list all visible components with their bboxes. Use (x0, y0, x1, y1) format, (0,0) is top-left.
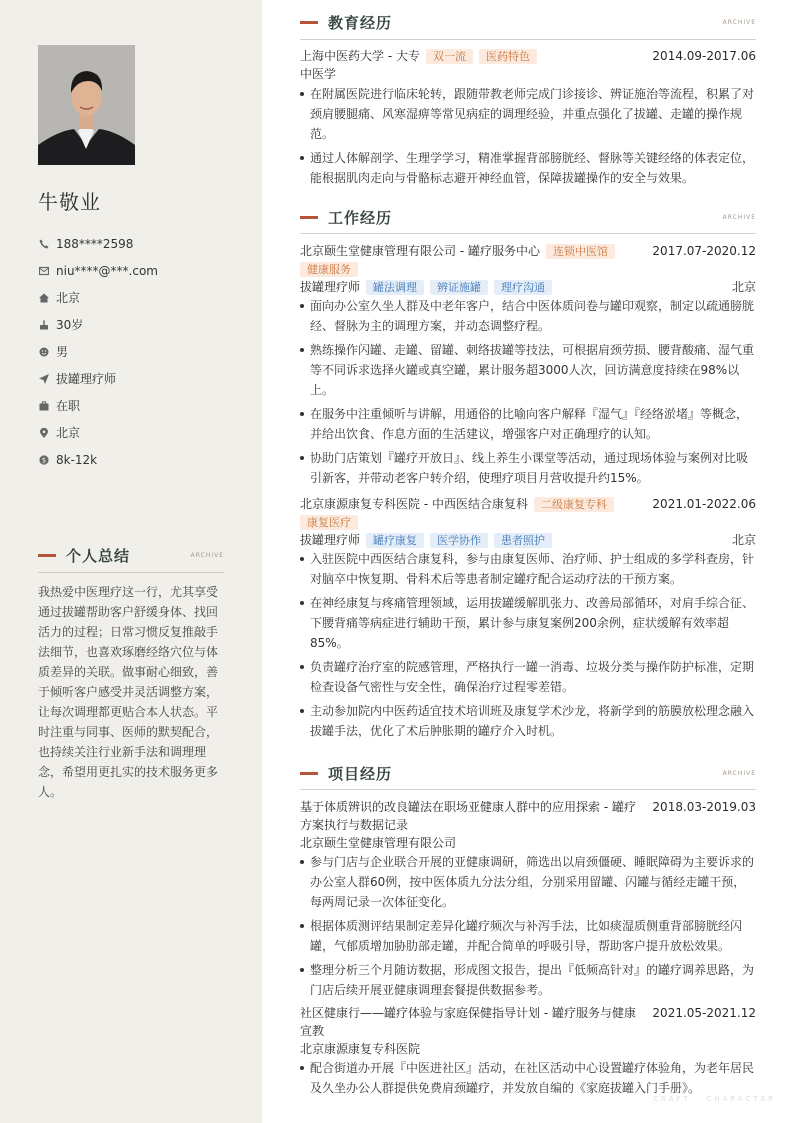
watermark: CRAFT · CHARACTER (653, 1095, 776, 1103)
list-item: 主动参加院内中医药适宜技术培训班及康复学术沙龙，将新学到的筋膜放松理念融入拔罐手法，优化了术后肿胀期的罐疗介入时机。 (300, 701, 756, 741)
work-date: 2017.07-2020.12 (652, 244, 756, 258)
profile-photo (38, 45, 135, 165)
projects-archive-label: ARCHIVE (722, 770, 756, 777)
work-company: 北京颐生堂健康管理有限公司 - 罐疗服务中心 (300, 244, 540, 258)
work-role: 拔罐理疗师 (300, 533, 361, 547)
contact-home (38, 284, 238, 311)
mail-icon (38, 265, 49, 276)
send-icon (38, 373, 49, 384)
section-accent-bar (300, 216, 318, 219)
summary-text: 我热爱中医理疗这一行，尤其享受通过拔罐帮助客户舒缓身体、找回活力的过程；日常习惯反复推敲手法细节，也喜欢琢磨经络穴位与体质差异的关联。做事耐心细致，善于倾听客户感受并灵活调整方案，让每次调理都更贴合本人状态。平时注重与同事、医师的默契配合，也持续关注行业新手法和调理理念，希望用更扎实的技术服务更多人。 (38, 585, 219, 799)
project-entry-1 (300, 798, 756, 1004)
work-entry-2 (300, 495, 756, 745)
location-icon (38, 427, 49, 438)
work-title: 工作经历 (328, 209, 393, 227)
contact-salary (38, 446, 238, 473)
work-date: 2021.01-2022.06 (652, 497, 756, 511)
briefcase-icon (38, 400, 49, 411)
work-tag: 康复医疗 (300, 515, 358, 530)
list-item: 协助门店策划『罐疗开放日』、线上养生小课堂等活动，通过现场体验与案例对比吸引新客，并带动老客户转介绍，使理疗项目月营收提升约15%。 (300, 448, 756, 488)
education-entry (300, 47, 756, 192)
project-bullets (300, 1058, 756, 1098)
project-entry-2 (300, 1004, 756, 1102)
list-item: 配合街道办开展『中医进社区』活动，在社区活动中心设置罐疗体验角，为老年居民及久坐办公人群提供免费肩颈罐疗，并发放自编的《家庭拔罐入门手册》。 (300, 1058, 756, 1098)
project-name-line: 基于体质辨识的改良罐法在职场亚健康人群中的应用探索 - 罐疗 (300, 800, 636, 814)
education-tag: 医药特色 (479, 49, 537, 64)
education-archive-label: ARCHIVE (722, 19, 756, 26)
contact-gender-text: 男 (56, 345, 69, 359)
projects-divider (300, 789, 756, 790)
projects-header (300, 763, 756, 784)
work-city: 北京 (731, 533, 756, 547)
work-archive-label: ARCHIVE (722, 214, 756, 221)
list-item: 通过人体解剖学、生理学学习，精准掌握背部膀胱经、督脉等关键经络的体表定位，能根据肌肉走向与骨骼标志避开神经血管，保障拔罐操作的安全与效果。 (300, 148, 756, 188)
project-name-line: 方案执行与数据记录 (300, 818, 409, 832)
contact-phone-text: 188****2598 (56, 236, 134, 251)
home-icon (38, 292, 49, 303)
contact-home-text: 北京 (56, 291, 81, 305)
contact-salary-text: 8k-12k (56, 452, 98, 467)
work-tag: 健康服务 (300, 262, 358, 277)
section-accent-bar (300, 21, 318, 24)
work-bullets (300, 549, 756, 741)
phone-icon (38, 238, 49, 249)
contact-position-text: 拔罐理疗师 (56, 372, 117, 386)
work-divider (300, 233, 756, 234)
svg-text:$: $ (41, 456, 46, 465)
contact-status-text: 在职 (56, 399, 81, 413)
section-accent-bar (38, 554, 56, 557)
work-tag: 二级康复专科 (534, 497, 614, 512)
project-name (300, 798, 650, 834)
project-name-line: 社区健康行——罐疗体验与家庭保健指导计划 - 罐疗服务与健康 (300, 1006, 636, 1020)
contact-email (38, 257, 238, 284)
contact-phone (38, 230, 238, 257)
education-bullets (300, 84, 756, 188)
contact-gender (38, 338, 238, 365)
skill-tag: 患者照护 (494, 533, 552, 548)
face-icon (38, 346, 49, 357)
education-divider (300, 39, 756, 40)
list-item: 在附属医院进行临床轮转，跟随带教老师完成门诊接诊、辨证施治等流程，积累了对颈肩腰腿痛、风寒湿痹等常见病症的调理经验，并重点强化了拔罐、走罐的操作规范。 (300, 84, 756, 144)
contact-email-text: niu****@***.com (56, 263, 158, 278)
list-item: 整理分析三个月随访数据，形成图文报告，提出『低频高针对』的罐疗调养思路，为门店后续开展亚健康调理套餐提供数据参考。 (300, 960, 756, 1000)
contact-age (38, 311, 238, 338)
education-tag: 双一流 (426, 49, 473, 64)
projects-title: 项目经历 (328, 765, 393, 783)
contact-position (38, 365, 238, 392)
work-bullets (300, 296, 756, 488)
project-date: 2021.05-2021.12 (652, 1006, 756, 1020)
project-org: 北京康源康复专科医院 (300, 1042, 421, 1056)
contact-location (38, 419, 238, 446)
money-icon (38, 454, 49, 465)
work-city: 北京 (731, 280, 756, 294)
project-date: 2018.03-2019.03 (652, 800, 756, 814)
project-org: 北京颐生堂健康管理有限公司 (300, 836, 457, 850)
contact-age-text: 30岁 (56, 318, 84, 332)
summary-divider (38, 572, 224, 573)
contact-location-text: 北京 (56, 426, 81, 440)
work-company: 北京康源康复专科医院 - 中西医结合康复科 (300, 497, 528, 511)
cake-icon (38, 319, 49, 330)
skill-tag: 罐法调理 (366, 280, 424, 295)
contact-list (38, 230, 238, 473)
work-role: 拔罐理疗师 (300, 280, 361, 294)
list-item: 在服务中注重倾听与讲解，用通俗的比喻向客户解释『湿气』『经络淤堵』等概念，并给出饮食、作息方面的生活建议，增强客户对正确理疗的认知。 (300, 404, 756, 444)
list-item: 面向办公室久坐人群及中老年客户，结合中医体质问卷与罐印观察，制定以疏通膀胱经、督脉为主的调理方案，并动态调整疗程。 (300, 296, 756, 336)
project-name-line: 宣教 (300, 1024, 325, 1038)
list-item: 根据体质测评结果制定差异化罐疗频次与补泻手法，比如痰湿质侧重背部膀胱经闪罐，气郁质增加胁肋部走罐，并配合简单的呼吸引导，帮助客户提升放松效果。 (300, 916, 756, 956)
section-accent-bar (300, 772, 318, 775)
education-title: 教育经历 (328, 14, 393, 32)
profile-name: 牛敬业 (38, 190, 101, 214)
summary-archive-label: ARCHIVE (190, 552, 224, 559)
education-major: 中医学 (300, 67, 337, 81)
project-name (300, 1004, 650, 1040)
list-item: 入驻医院中西医结合康复科，参与由康复医师、治疗师、护士组成的多学科查房，针对脑卒中恢复期、骨科术后等患者制定罐疗配合运动疗法的干预方案。 (300, 549, 756, 589)
skill-tag: 医学协作 (430, 533, 488, 548)
list-item: 参与门店与企业联合开展的亚健康调研，筛选出以肩颈僵硬、睡眠障碍为主要诉求的办公室人群60例，按中医体质九分法分组，分别采用留罐、闪罐与循经走罐干预，每两周记录一次体征变化。 (300, 852, 756, 912)
contact-status (38, 392, 238, 419)
work-entry-1 (300, 242, 756, 492)
list-item: 负责罐疗治疗室的院感管理，严格执行一罐一消毒、垃圾分类与操作防护标准，定期检查设备气密性与安全性，确保治疗过程零差错。 (300, 657, 756, 697)
skill-tag: 罐疗康复 (366, 533, 424, 548)
education-header (300, 12, 756, 33)
summary-title: 个人总结 (66, 547, 131, 565)
project-bullets (300, 852, 756, 1000)
work-tag: 连锁中医馆 (546, 244, 615, 259)
summary-header (38, 545, 224, 566)
list-item: 在神经康复与疼痛管理领域，运用拔罐缓解肌张力、改善局部循环，对肩手综合征、下腰背痛等病症进行辅助干预，累计参与康复案例200余例，症状缓解有效率超85%。 (300, 593, 756, 653)
skill-tag: 辨证施罐 (430, 280, 488, 295)
skill-tag: 理疗沟通 (494, 280, 552, 295)
work-header (300, 207, 756, 228)
list-item: 熟练操作闪罐、走罐、留罐、刺络拔罐等技法，可根据肩颈劳损、腰背酸痛、湿气重等不同诉求选择火罐或真空罐，累计服务超3000人次，回访满意度持续在98%以上。 (300, 340, 756, 400)
education-date: 2014.09-2017.06 (652, 49, 756, 63)
education-school: 上海中医药大学 - 大专 (300, 49, 420, 63)
